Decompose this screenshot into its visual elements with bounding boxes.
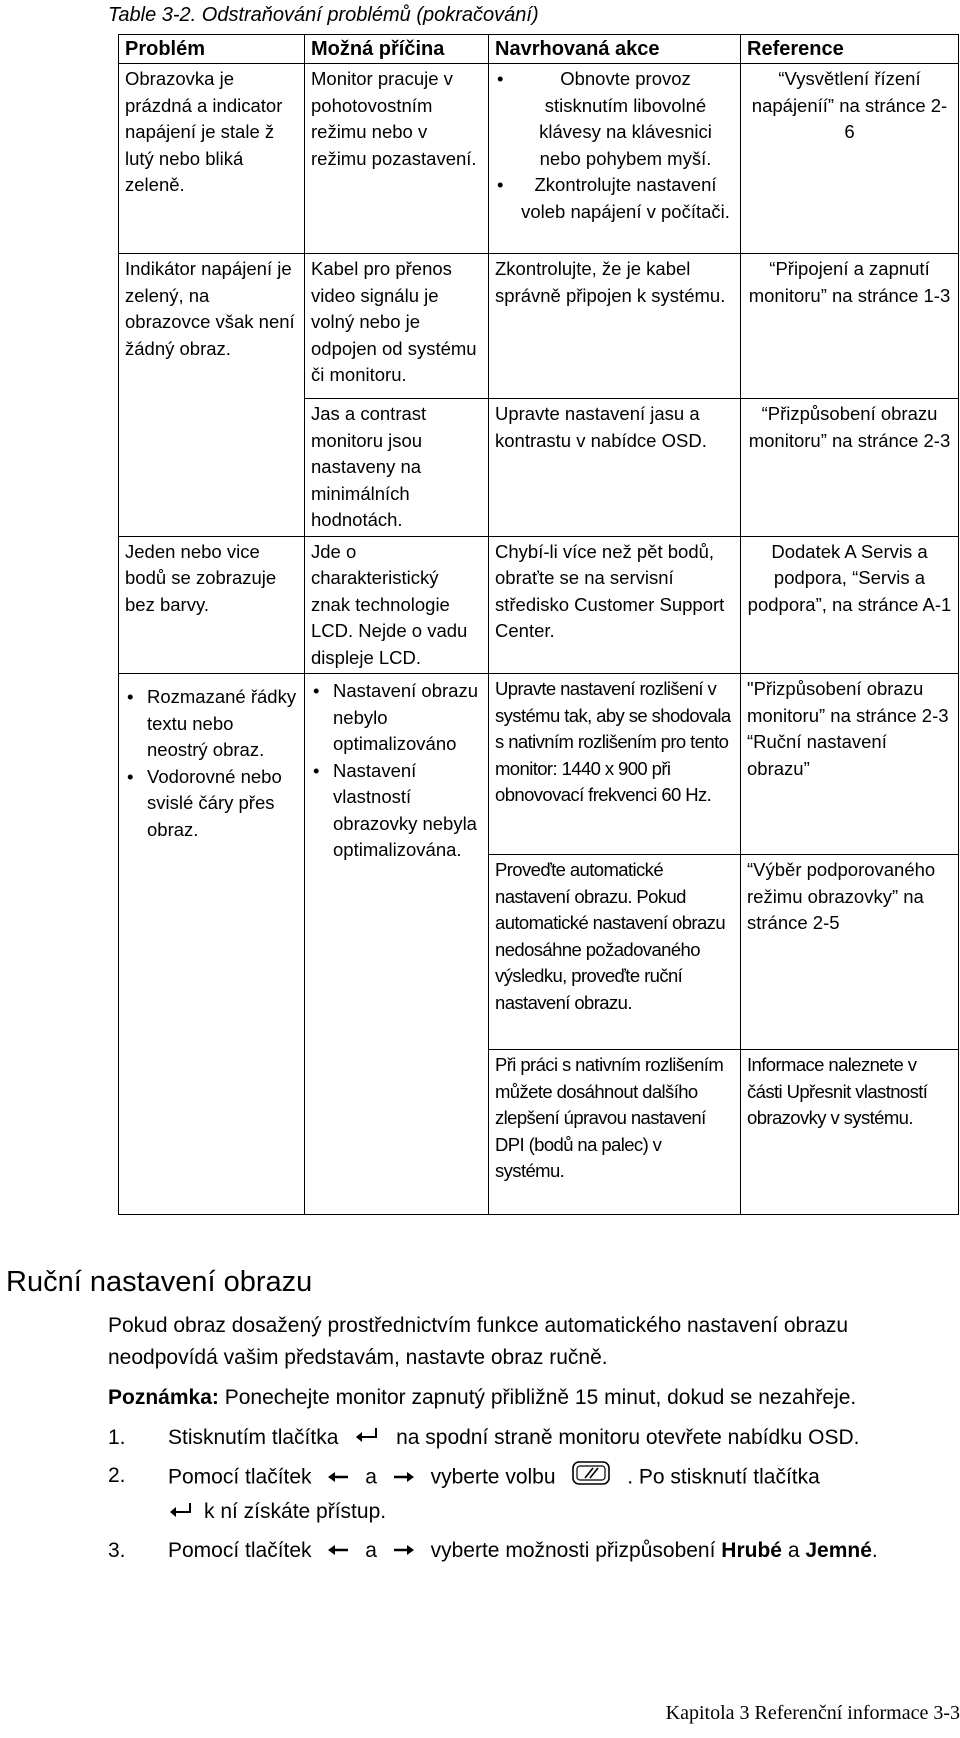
step-text: a [365,1466,377,1489]
step-number: 3. [108,1538,126,1562]
step-text: k ní získáte přístup. [204,1500,387,1524]
table-row [119,674,959,855]
action-cell: Upravte nastavení jasu a kontrastu v nabídce OSD. [489,399,741,537]
right-arrow-icon [393,1535,415,1567]
list-item: • Rozmazané řádky textu nebo neostrý obraz. [147,684,298,764]
reference-cell: Informace naleznete v části Upřesnit vlastností obrazovky v systému. [741,1050,959,1215]
steps-list [108,1422,948,1567]
action-cell: Upravte nastavení rozlišení v systému tak, aby se shodovala s nativním rozlišením pro tento monitor: 1440 x 900 při obnovovací frekvenci 60 Hz. [489,674,741,855]
action-cell [489,64,741,254]
step-number: 2. [108,1464,126,1488]
reference-cell: "Přizpůsobení obrazu monitoru” na stránce 2-3 “Ruční nastavení obrazu” [741,674,959,855]
step-text: a [787,1538,800,1562]
problem-cell: Jeden nebo vice bodů se zobrazuje bez barvy. [119,536,305,674]
problem-cell: Obrazovka je prázdná a indicator napájení je stale ž lutý nebo bliká zeleně. [119,64,305,254]
list-item: • Vodorovné nebo svislé čáry přes obraz. [147,764,298,844]
cause-cell [305,674,489,1215]
header-problem: Problém [119,35,305,64]
table-caption: Table 3-2. Odstraňování problémů (pokračování) [108,4,539,26]
page-footer: Kapitola 3 Referenční informace 3-3 [665,1702,960,1724]
instructions [108,1310,948,1573]
reference-cell: “Přizpůsobení obrazu monitoru” na stránce 2-3 [741,399,959,537]
enter-icon [168,1497,194,1529]
option-fine: Jemné [805,1538,872,1562]
list-item: • Zkontrolujte nastavení voleb napájení v počítači. [517,172,734,225]
step-text: a [365,1538,377,1562]
table-row [119,64,959,254]
table-row [119,536,959,674]
step-text: Pomocí tlačítek [168,1538,312,1562]
step-text: na spodní straně monitoru otevřete nabídku OSD. [396,1426,860,1449]
step-text: vyberte volbu [430,1466,556,1489]
list-item [108,1460,948,1528]
note-label: Poznámka: [108,1386,219,1409]
step-text: . Po stisknutí tlačítka [627,1466,820,1489]
list-item: • Nastavení obrazu nebylo optimalizováno [333,678,482,758]
section-title: Ruční nastavení obrazu [6,1266,313,1298]
action-cell: Zkontrolujte, že je kabel správně připojen k systému. [489,254,741,399]
table-row [119,254,959,399]
right-arrow-icon [393,1462,415,1494]
header-action: Navrhovaná akce [489,35,741,64]
problem-cell [119,674,305,1215]
step-text: Stisknutím tlačítka [168,1426,339,1449]
cause-cell: Kabel pro přenos video signálu je volný nebo je odpojen od systému či monitoru. [305,254,489,399]
note-text: Ponechejte monitor zapnutý přibližně 15 minut, dokud se nezahřeje. [218,1386,857,1409]
note-paragraph [108,1382,948,1414]
step-text: . [871,1538,878,1562]
enter-icon [354,1422,380,1454]
reference-cell: “Připojení a zapnutí monitoru” na stránce 1-3 [741,254,959,399]
list-item: • Nastavení vlastností obrazovky nebyla optimalizována. [333,758,482,864]
header-cause: Možná příčina [305,35,489,64]
action-cell: Chybí-li více než pět bodů, obraťte se na servisní středisko Customer Support Center. [489,536,741,674]
reference-cell: Dodatek A Servis a podpora, “Servis a podpora”, na stránce A-1 [741,536,959,674]
cause-cell: Monitor pracuje v pohotovostním režimu nebo v režimu pozastavení. [305,64,489,254]
intro-paragraph: Pokud obraz dosažený prostřednictvím funkce automatického nastavení obrazu neodpovídá vašim představám, nastavte obraz ručně. [108,1314,849,1369]
option-coarse: Hrubé [721,1538,782,1562]
reference-cell: “Výběr podporovaného režimu obrazovky” na stránce 2-5 [741,855,959,1050]
step-number: 1. [108,1426,126,1449]
left-arrow-icon [327,1535,349,1567]
list-item [108,1422,948,1454]
troubleshooting-table [118,34,959,1215]
step-text: Pomocí tlačítek [168,1466,312,1489]
manual-image-setup-icon [571,1460,611,1496]
table-header-row [119,35,959,64]
problem-cell: Indikátor napájení je zelený, na obrazovce však není žádný obraz. [119,254,305,537]
left-arrow-icon [327,1462,349,1494]
cause-cell: Jas a contrast monitoru jsou nastaveny na minimálních hodnotách. [305,399,489,537]
step-text: vyberte možnosti přizpůsobení [430,1538,716,1562]
action-cell: Proveďte automatické nastavení obrazu. Pokud automatické nastavení obrazu nedosáhne požadovaného výsledku, proveďte ruční nastavení obrazu. [489,855,741,1050]
action-cell: Při práci s nativním rozlišením můžete dosáhnout dalšího zlepšení úpravou nastavení DPI (bodů na palec) v systému. [489,1050,741,1215]
reference-cell: “Vysvětlení řízení napájeníí” na stránce 2-6 [741,64,959,254]
list-item [108,1535,948,1567]
list-item: • Obnovte provoz stisknutím libovolné klávesy na klávesnici nebo pohybem myší. [517,66,734,172]
header-reference: Reference [741,35,959,64]
cause-cell: Jde o charakteristický znak technologie LCD. Nejde o vadu displeje LCD. [305,536,489,674]
